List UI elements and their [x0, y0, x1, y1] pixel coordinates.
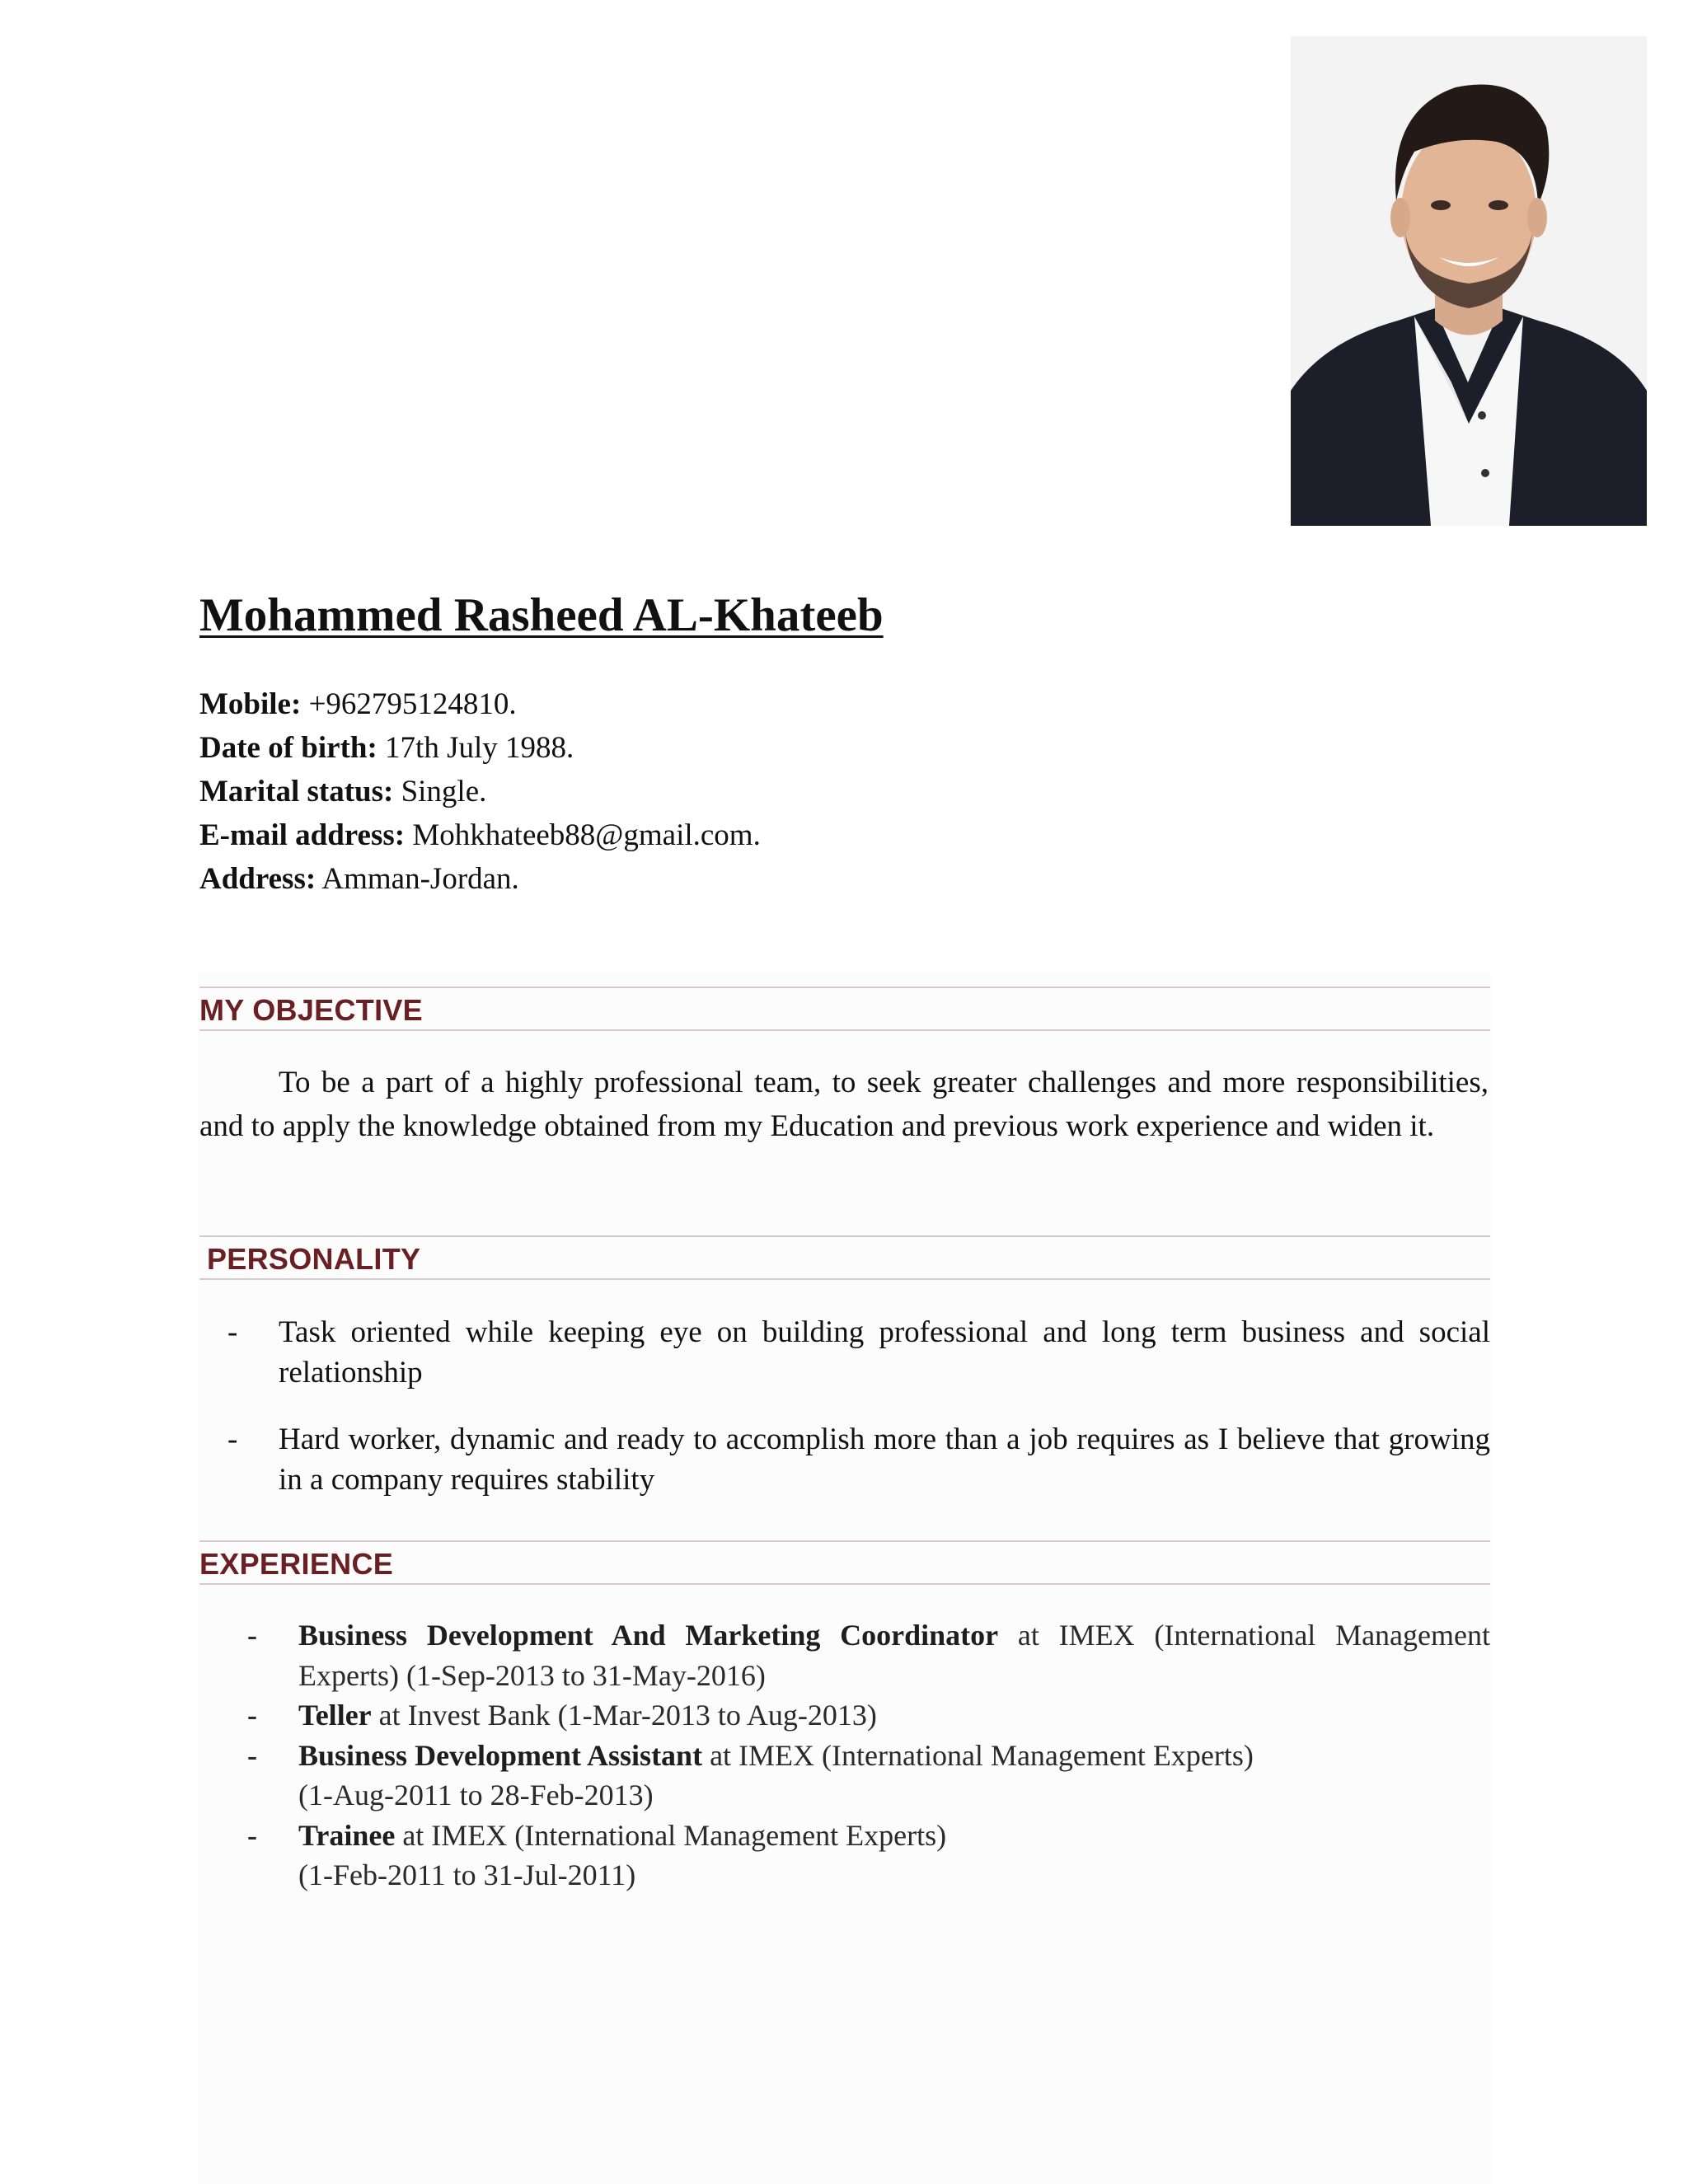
list-item — [199, 1695, 1490, 1736]
list-item — [199, 1615, 1490, 1695]
contact-value: +962795124810. — [308, 687, 517, 721]
personality-list — [199, 1312, 1490, 1500]
section-header-personality — [199, 1235, 1490, 1280]
personality-text: Task oriented while keeping eye on building professional and long term business and social relationship — [279, 1315, 1490, 1390]
experience-dates: (1-Aug-2011 to 28-Feb-2013) — [298, 1779, 654, 1811]
contact-label: Date of birth: — [199, 731, 377, 765]
section-title-personality: PERSONALITY — [207, 1242, 421, 1276]
contact-label: Address: — [199, 862, 316, 896]
contact-value: Amman-Jordan. — [321, 862, 519, 896]
contact-details — [199, 682, 761, 901]
objective-text: To be a part of a highly professional team, to seek greater challenges and more responsibilities, and to apply the knowledge obtained from my Education and previous work experience and widen it. — [199, 1066, 1489, 1143]
list-item — [199, 1312, 1490, 1393]
experience-role: Teller — [298, 1699, 372, 1732]
profile-photo-icon — [1291, 36, 1647, 526]
candidate-name: Mohammed Rasheed AL-Khateeb — [199, 589, 884, 641]
experience-list — [199, 1615, 1490, 1896]
contact-label: Mobile: — [199, 687, 302, 721]
contact-value: Single. — [401, 775, 487, 808]
experience-role: Business Development Assistant — [298, 1738, 703, 1772]
experience-dates: (1-Feb-2011 to 31-Jul-2011) — [298, 1858, 636, 1891]
contact-address — [199, 857, 761, 901]
bullet-dash: - — [227, 1315, 238, 1349]
contact-email — [199, 813, 761, 857]
experience-role: Business Development And Marketing Coordinator — [298, 1619, 999, 1652]
section-title-experience: EXPERIENCE — [199, 1547, 394, 1581]
contact-value: 17th July 1988. — [385, 731, 574, 765]
contact-marital-status — [199, 770, 761, 813]
contact-label: Marital status: — [199, 775, 394, 808]
contact-label: E-mail address: — [199, 818, 406, 852]
bullet-dash: - — [247, 1738, 257, 1772]
contact-value: Mohkhateeb88@gmail.com. — [412, 818, 761, 852]
list-item — [199, 1419, 1490, 1500]
section-header-objective — [199, 987, 1490, 1031]
experience-detail: at IMEX (International Management Experts) — [702, 1738, 1254, 1772]
section-header-experience — [199, 1540, 1490, 1585]
contact-mobile — [199, 682, 761, 726]
experience-detail: at IMEX (International Management Experts) — [395, 1818, 947, 1852]
bullet-dash: - — [247, 1699, 257, 1732]
list-item — [199, 1816, 1490, 1896]
personality-text: Hard worker, dynamic and ready to accomplish more than a job requires as I believe that growing in a company requires stability — [279, 1422, 1490, 1497]
bullet-dash: - — [227, 1422, 238, 1456]
bullet-dash: - — [247, 1818, 257, 1852]
bullet-dash: - — [247, 1619, 257, 1652]
section-title-objective: MY OBJECTIVE — [199, 993, 423, 1027]
contact-date-of-birth — [199, 726, 761, 770]
experience-role: Trainee — [298, 1818, 396, 1852]
experience-detail: at IMEX (International Management Experts) (1-Sep-2013 to 31-May-2016) — [298, 1619, 1490, 1692]
experience-detail: at Invest Bank (1-Mar-2013 to Aug-2013) — [371, 1699, 877, 1732]
list-item — [199, 1736, 1490, 1816]
